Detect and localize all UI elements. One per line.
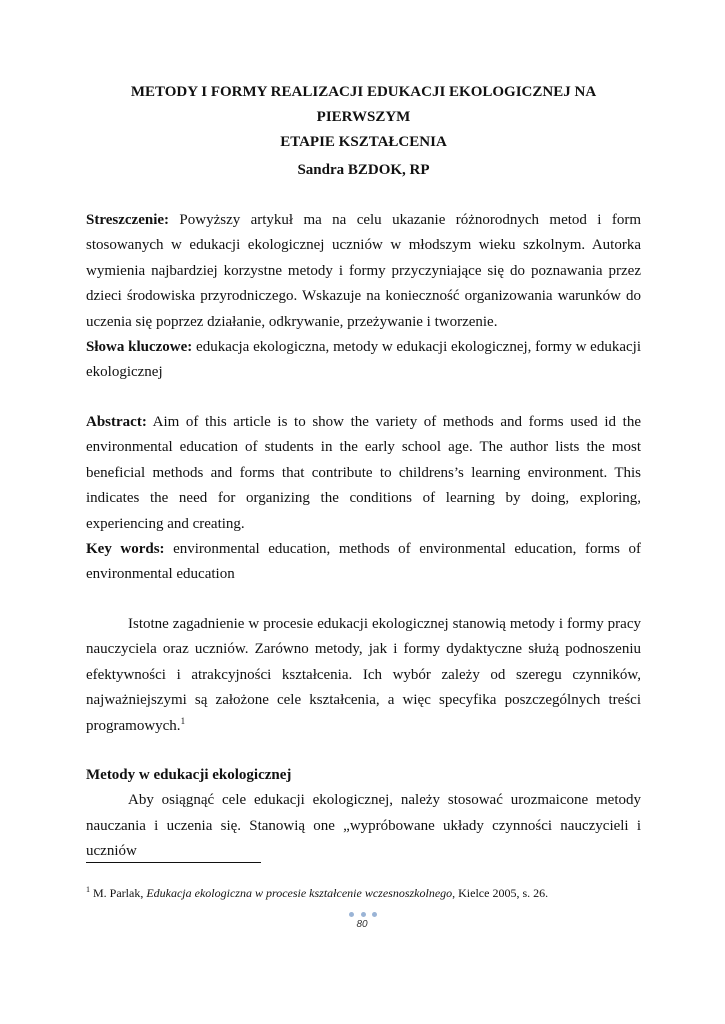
polish-abstract-block [86, 208, 641, 386]
abstract-text: Aim of this article is to show the variety of methods and forms used id the environmental education of students in the early school age. The author lists the most beneficial methods and forms that contribute to childrens’s learning environment. This indicates the need for organizing the conditions of learning by doing, exploring, experiencing and creating. [86, 414, 641, 532]
abstract-paragraph [86, 410, 641, 537]
dot-icon [349, 912, 354, 917]
footnote-number: 1 [86, 885, 90, 894]
footnote-rest: , Kielce 2005, s. 26. [452, 886, 549, 900]
english-abstract-block [86, 410, 641, 588]
streszczenie-paragraph [86, 208, 641, 335]
page-dots-ornament [349, 910, 377, 918]
body-intro-block [86, 612, 641, 739]
footnote-reference[interactable]: 1 [180, 715, 186, 726]
author-name: Sandra BZDOK, RP [297, 162, 430, 178]
slowa-kluczowe-text: edukacja ekologiczna, metody w edukacji ekologicznej, formy w edukacji ekologicznej [86, 339, 641, 381]
dot-icon [361, 912, 366, 917]
streszczenie-text: Powyższy artykuł ma na celu ukazanie różnorodnych metod i form stosowanych w edukacji ekologicznej uczniów w młodszym wieku szkolnym. Autorka wymienia najbardziej korzystne metody i formy przyczyniające się do poznawania przez dzieci środowiska przyrodniczego. Wskazuje na konieczność organizowania warunków do uczenia się poprzez działanie, odkrywanie, przeżywanie i tworzenie. [86, 212, 641, 330]
slowa-kluczowe-paragraph [86, 335, 641, 386]
footnote [86, 885, 641, 901]
slowa-kluczowe-label: Słowa kluczowe: [86, 339, 193, 356]
section-heading: Metody w edukacji ekologicznej [86, 767, 292, 783]
paper-title-line-2: ETAPIE KSZTAŁCENIA [280, 134, 447, 150]
paper-title [86, 80, 641, 155]
paper-title-line-1: METODY I FORMY REALIZACJI EDUKACJI EKOLOGICZNEJ NA PIERWSZYM [130, 84, 597, 125]
key-words-text: environmental education, methods of environmental education, forms of environmental education [86, 541, 641, 583]
section-paragraph: Aby osiągnąć cele edukacji ekologicznej, należy stosować urozmaicone metody nauczania i uczenia się. Stanowią one „wypróbowane układy czynności nauczycieli i uczniów [86, 792, 641, 860]
dot-icon [372, 912, 377, 917]
intro-paragraph [86, 612, 641, 739]
footnote-separator [86, 862, 261, 863]
footnote-title: Edukacja ekologiczna w procesie kształcenie wczesnoszkolnego [146, 886, 453, 900]
page-number: 80 [356, 919, 368, 930]
streszczenie-label: Streszczenie: [86, 212, 170, 228]
abstract-label: Abstract: [86, 414, 147, 430]
intro-text: Istotne zagadnienie w procesie edukacji ekologicznej stanowią metody i formy pracy nauczyciela oraz uczniów. Zarówno metody, jak i formy dydaktyczne służą podnoszeniu efektywności i atrakcyjności kształcenia. Ich wybór zależy od szeregu czynników, najważniejszymi są założone cele kształcenia, a więc specyfika poszczególnych treści programowych. [86, 616, 641, 734]
footnote-author: M. Parlak, [90, 886, 147, 900]
key-words-paragraph [86, 537, 641, 588]
methods-section [86, 763, 641, 865]
key-words-label: Key words: [86, 541, 165, 558]
